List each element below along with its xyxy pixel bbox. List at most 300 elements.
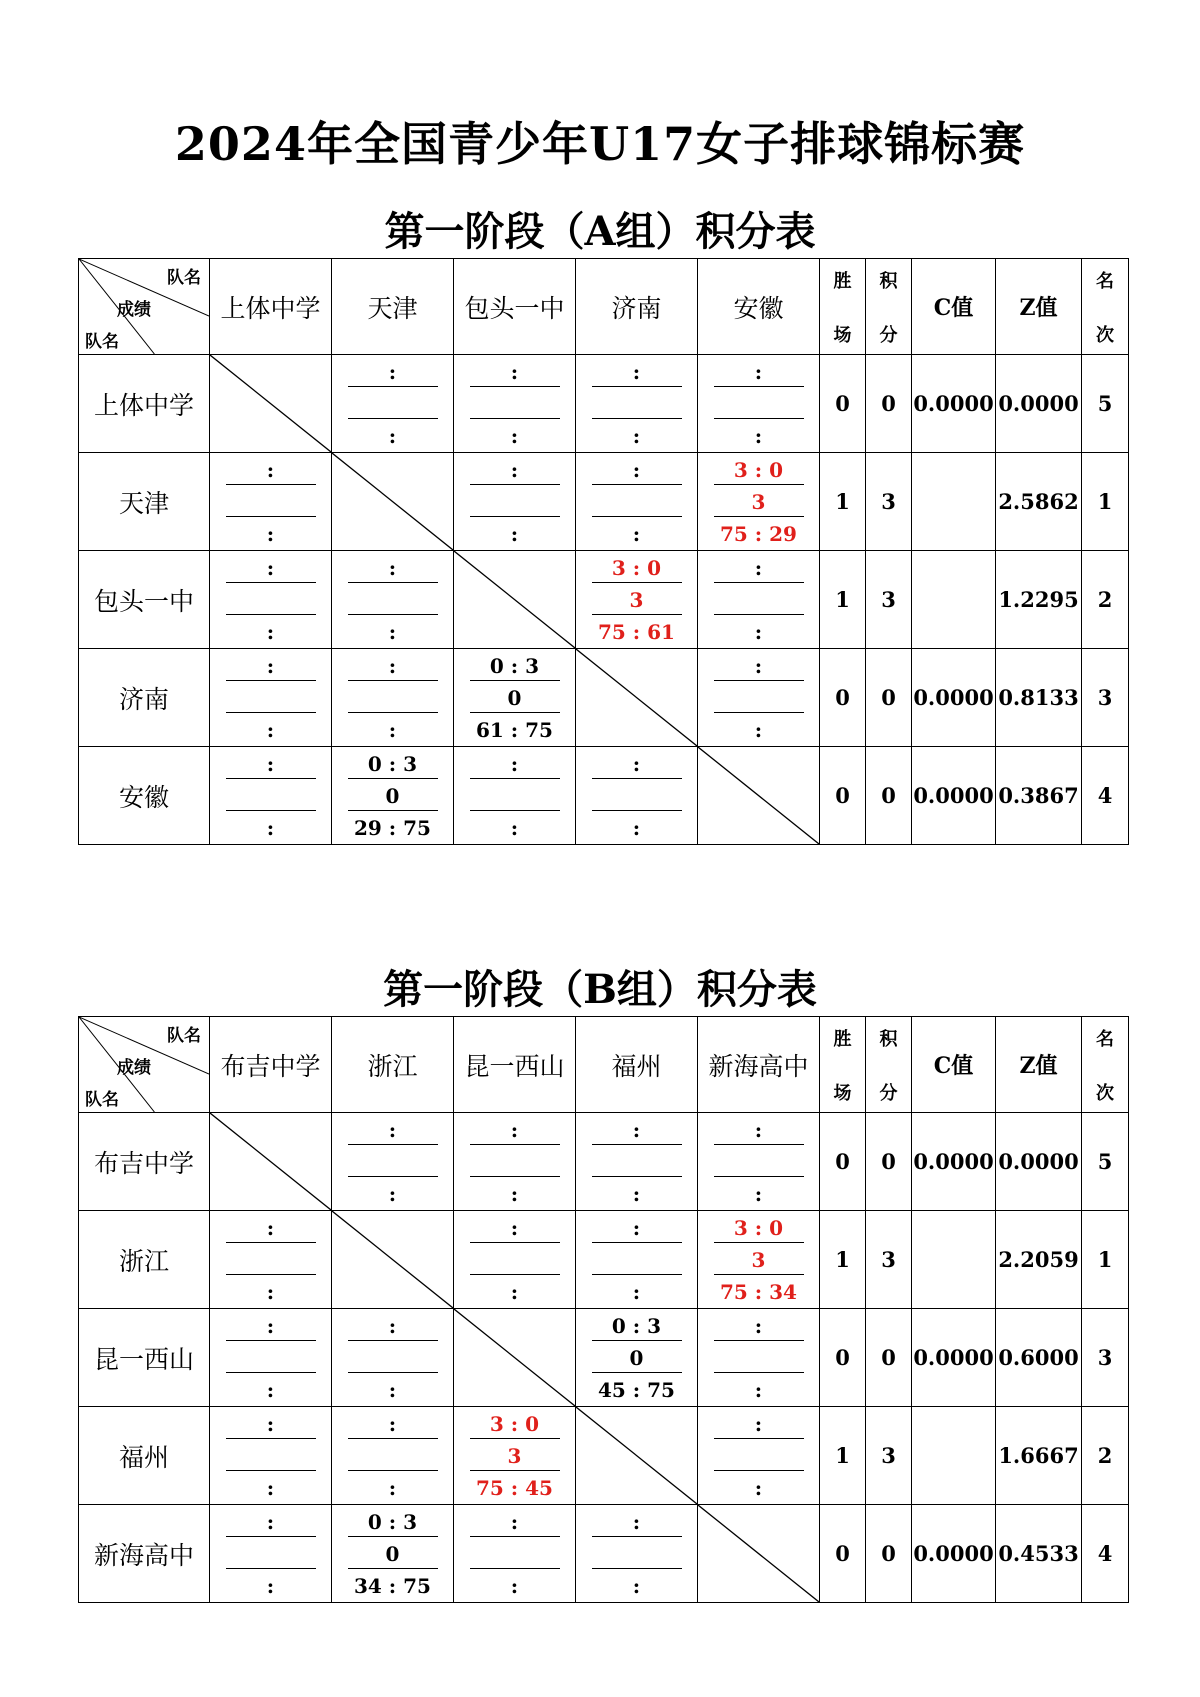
match-points: 3 — [592, 586, 682, 615]
row-header-team: 布吉中学 — [79, 1113, 210, 1211]
ball-score: : — [266, 1279, 275, 1304]
group-a-standings — [78, 258, 1128, 844]
ball-score: : — [754, 1377, 763, 1402]
match-points: 0 — [348, 782, 438, 811]
diagonal-line — [698, 747, 819, 844]
match-points — [714, 390, 804, 419]
ball-score: : — [388, 423, 397, 448]
c-value — [912, 453, 996, 551]
match-cell — [210, 1407, 332, 1505]
ball-score: : — [632, 1181, 641, 1206]
points-value: 0 — [866, 747, 912, 845]
self-match-cell — [210, 1113, 332, 1211]
set-score: : — [470, 1116, 560, 1145]
wins-value: 1 — [820, 453, 866, 551]
points-header-label — [866, 267, 911, 347]
match-result — [454, 652, 575, 744]
match-cell — [210, 649, 332, 747]
set-score: 3 : 0 — [470, 1410, 560, 1439]
match-cell — [454, 1113, 576, 1211]
match-cell — [576, 355, 698, 453]
match-points — [470, 488, 560, 517]
row-header-team: 上体中学 — [79, 355, 210, 453]
match-result — [210, 750, 331, 842]
match-cell — [454, 1211, 576, 1309]
points-value: 3 — [866, 453, 912, 551]
self-match-cell — [698, 747, 820, 845]
points-header-char: 分 — [879, 1082, 898, 1104]
rank-value: 4 — [1082, 1505, 1129, 1603]
wins-value: 1 — [820, 551, 866, 649]
ball-score: : — [510, 1573, 519, 1598]
match-result — [698, 358, 819, 450]
c-value-header: C值 — [912, 259, 996, 355]
match-cell — [576, 551, 698, 649]
rank-value: 3 — [1082, 649, 1129, 747]
rank-header-char: 名 — [1096, 270, 1114, 292]
wins-value: 1 — [820, 1211, 866, 1309]
points-header-char: 分 — [879, 324, 898, 346]
match-cell — [698, 649, 820, 747]
row-header-team: 天津 — [79, 453, 210, 551]
match-points — [348, 684, 438, 713]
points-header-label — [866, 1025, 911, 1105]
match-points — [226, 684, 316, 713]
match-cell — [576, 1309, 698, 1407]
points-value: 0 — [866, 1505, 912, 1603]
set-score: : — [226, 456, 316, 485]
row-header-team: 包头一中 — [79, 551, 210, 649]
match-points — [714, 586, 804, 615]
rank-header-label — [1082, 267, 1128, 347]
set-score: : — [470, 456, 560, 485]
match-points — [592, 1148, 682, 1177]
ball-score: 45 : 75 — [598, 1377, 675, 1402]
ball-score: : — [388, 619, 397, 644]
match-points: 0 — [592, 1344, 682, 1373]
column-header-team: 昆一西山 — [454, 1017, 576, 1113]
set-score: : — [226, 554, 316, 583]
match-cell — [454, 1407, 576, 1505]
rank-header-char: 次 — [1096, 324, 1114, 346]
diagonal-line — [332, 1211, 453, 1308]
standings-table — [78, 1016, 1129, 1603]
match-result — [698, 1116, 819, 1208]
rank-value: 3 — [1082, 1309, 1129, 1407]
ball-score: : — [388, 1377, 397, 1402]
ball-score: : — [754, 717, 763, 742]
ball-score: 34 : 75 — [354, 1573, 431, 1598]
corner-label-score: 成绩 — [117, 1058, 151, 1078]
diagonal-line — [698, 1505, 819, 1602]
page-title: 2024年全国青少年U17女子排球锦标赛 — [174, 117, 1026, 171]
set-score: 0 : 3 — [592, 1312, 682, 1341]
set-score: : — [226, 1214, 316, 1243]
z-value: 1.6667 — [996, 1407, 1082, 1505]
match-cell — [332, 747, 454, 845]
ball-score: 75 : 61 — [598, 619, 675, 644]
ball-score: : — [388, 717, 397, 742]
match-cell — [210, 1211, 332, 1309]
wins-header-char: 胜 — [833, 1028, 852, 1050]
ball-score: : — [632, 1573, 641, 1598]
ball-score: : — [388, 1475, 397, 1500]
c-value: 0.0000 — [912, 1309, 996, 1407]
set-score: : — [470, 1214, 560, 1243]
c-value: 0.0000 — [912, 747, 996, 845]
wins-value: 1 — [820, 1407, 866, 1505]
match-result — [576, 554, 697, 646]
match-result — [332, 1312, 453, 1404]
table-row — [79, 1407, 1129, 1505]
match-result — [698, 652, 819, 744]
set-score: : — [348, 1312, 438, 1341]
match-result — [332, 750, 453, 842]
ball-score: : — [266, 521, 275, 546]
set-score: : — [348, 1410, 438, 1439]
set-score: 0 : 3 — [348, 1508, 438, 1537]
ball-score: : — [754, 1475, 763, 1500]
rank-header — [1082, 259, 1129, 355]
set-score: : — [226, 1312, 316, 1341]
column-header-team: 安徽 — [698, 259, 820, 355]
wins-value: 0 — [820, 1505, 866, 1603]
corner-label-team-row: 队名 — [85, 332, 119, 352]
match-points: 0 — [470, 684, 560, 713]
rank-header-label — [1082, 1025, 1128, 1105]
self-match-cell — [576, 1407, 698, 1505]
row-header-team: 昆一西山 — [79, 1309, 210, 1407]
set-score: : — [714, 1312, 804, 1341]
match-cell — [210, 1309, 332, 1407]
set-score: 3 : 0 — [714, 456, 804, 485]
points-value: 0 — [866, 355, 912, 453]
z-value: 0.8133 — [996, 649, 1082, 747]
match-result — [210, 1410, 331, 1502]
points-value: 0 — [866, 1309, 912, 1407]
column-header-team: 济南 — [576, 259, 698, 355]
match-points — [348, 1442, 438, 1471]
match-result — [210, 652, 331, 744]
diagonal-line — [210, 355, 331, 452]
set-score: : — [714, 554, 804, 583]
match-result — [332, 358, 453, 450]
match-result — [210, 1214, 331, 1306]
ball-score: : — [510, 1279, 519, 1304]
column-header-team: 上体中学 — [210, 259, 332, 355]
match-result — [454, 1116, 575, 1208]
c-value — [912, 551, 996, 649]
match-points — [470, 782, 560, 811]
ball-score: 75 : 45 — [476, 1475, 553, 1500]
ball-score: : — [388, 1181, 397, 1206]
wins-header-label — [820, 267, 865, 347]
z-value: 0.0000 — [996, 1113, 1082, 1211]
match-points — [226, 488, 316, 517]
match-points — [714, 1442, 804, 1471]
header-row — [79, 259, 1129, 355]
header-row — [79, 1017, 1129, 1113]
table-row — [79, 1309, 1129, 1407]
match-cell — [332, 1113, 454, 1211]
set-score: : — [226, 652, 316, 681]
wins-value: 0 — [820, 649, 866, 747]
set-score: 3 : 0 — [592, 554, 682, 583]
match-points — [226, 1344, 316, 1373]
ball-score: : — [510, 815, 519, 840]
ball-score: : — [266, 1475, 275, 1500]
column-header-team: 福州 — [576, 1017, 698, 1113]
match-result — [698, 1312, 819, 1404]
z-value: 2.2059 — [996, 1211, 1082, 1309]
ball-score: 75 : 29 — [720, 521, 797, 546]
table-row — [79, 1113, 1129, 1211]
wins-header — [820, 259, 866, 355]
set-score: : — [592, 456, 682, 485]
set-score: : — [348, 358, 438, 387]
match-points: 3 — [470, 1442, 560, 1471]
corner-label-team-row: 队名 — [85, 1090, 119, 1110]
points-header — [866, 259, 912, 355]
match-points — [226, 1540, 316, 1569]
match-result — [698, 1410, 819, 1502]
match-points — [348, 1148, 438, 1177]
match-cell — [698, 453, 820, 551]
z-value: 0.6000 — [996, 1309, 1082, 1407]
match-cell — [698, 1407, 820, 1505]
match-result — [454, 1214, 575, 1306]
wins-header-char: 胜 — [833, 270, 852, 292]
set-score: 3 : 0 — [714, 1214, 804, 1243]
match-cell — [454, 453, 576, 551]
wins-value: 0 — [820, 747, 866, 845]
row-header-team: 福州 — [79, 1407, 210, 1505]
points-value: 3 — [866, 551, 912, 649]
match-cell — [698, 1211, 820, 1309]
self-match-cell — [698, 1505, 820, 1603]
rank-value: 1 — [1082, 453, 1129, 551]
points-header-char: 积 — [879, 270, 898, 292]
match-result — [332, 652, 453, 744]
wins-value: 0 — [820, 1113, 866, 1211]
match-points: 0 — [348, 1540, 438, 1569]
match-points — [226, 782, 316, 811]
wins-header-char: 场 — [833, 1082, 852, 1104]
match-cell — [698, 1309, 820, 1407]
set-score: : — [714, 358, 804, 387]
standings-table — [78, 258, 1129, 845]
match-points — [592, 390, 682, 419]
group-b-standings — [78, 1016, 1128, 1602]
corner-header — [79, 1017, 210, 1113]
match-points — [348, 1344, 438, 1373]
match-cell — [332, 1309, 454, 1407]
match-points — [348, 586, 438, 615]
c-value — [912, 1407, 996, 1505]
match-result — [332, 1508, 453, 1600]
match-cell — [576, 1505, 698, 1603]
points-value: 0 — [866, 649, 912, 747]
ball-score: 29 : 75 — [354, 815, 431, 840]
ball-score: : — [754, 619, 763, 644]
ball-score: : — [266, 717, 275, 742]
self-match-cell — [332, 453, 454, 551]
points-value: 3 — [866, 1211, 912, 1309]
column-header-team: 包头一中 — [454, 259, 576, 355]
match-result — [210, 456, 331, 548]
self-match-cell — [576, 649, 698, 747]
match-cell — [332, 649, 454, 747]
match-points — [714, 1148, 804, 1177]
diagonal-line — [576, 649, 697, 746]
set-score: : — [470, 750, 560, 779]
diagonal-line — [576, 1407, 697, 1504]
wins-value: 0 — [820, 1309, 866, 1407]
rank-value: 1 — [1082, 1211, 1129, 1309]
z-value: 0.3867 — [996, 747, 1082, 845]
set-score: : — [470, 358, 560, 387]
match-cell — [210, 1505, 332, 1603]
set-score: 0 : 3 — [348, 750, 438, 779]
match-result — [698, 554, 819, 646]
match-cell — [576, 747, 698, 845]
match-cell — [332, 1407, 454, 1505]
match-result — [210, 1312, 331, 1404]
row-header-team: 新海高中 — [79, 1505, 210, 1603]
match-points — [470, 1246, 560, 1275]
corner-label-team: 队名 — [167, 1026, 201, 1046]
match-cell — [210, 747, 332, 845]
set-score: : — [592, 1116, 682, 1145]
c-value: 0.0000 — [912, 355, 996, 453]
ball-score: : — [632, 521, 641, 546]
points-value: 3 — [866, 1407, 912, 1505]
ball-score: : — [754, 423, 763, 448]
row-header-team: 济南 — [79, 649, 210, 747]
ball-score: : — [266, 1377, 275, 1402]
match-result — [210, 1508, 331, 1600]
row-header-team: 安徽 — [79, 747, 210, 845]
z-value-header: Z值 — [996, 1017, 1082, 1113]
set-score: : — [226, 1508, 316, 1537]
diagonal-line — [454, 551, 575, 648]
match-result — [576, 456, 697, 548]
column-header-team: 新海高中 — [698, 1017, 820, 1113]
set-score: : — [348, 554, 438, 583]
match-result — [454, 1508, 575, 1600]
z-value: 0.0000 — [996, 355, 1082, 453]
row-header-team: 浙江 — [79, 1211, 210, 1309]
set-score: : — [592, 1214, 682, 1243]
match-points — [470, 1540, 560, 1569]
column-header-team: 浙江 — [332, 1017, 454, 1113]
set-score: : — [592, 358, 682, 387]
wins-header-label — [820, 1025, 865, 1105]
match-cell — [698, 551, 820, 649]
set-score: : — [714, 1410, 804, 1439]
match-points — [470, 1148, 560, 1177]
z-value: 2.5862 — [996, 453, 1082, 551]
table-row — [79, 747, 1129, 845]
wins-header-char: 场 — [833, 324, 852, 346]
table-row — [79, 453, 1129, 551]
z-value: 0.4533 — [996, 1505, 1082, 1603]
match-cell — [454, 355, 576, 453]
set-score: : — [348, 1116, 438, 1145]
ball-score: : — [510, 423, 519, 448]
c-value — [912, 1211, 996, 1309]
set-score: : — [470, 1508, 560, 1537]
table-row — [79, 551, 1129, 649]
set-score: : — [592, 750, 682, 779]
match-result — [576, 358, 697, 450]
match-result — [576, 1312, 697, 1404]
z-value-header: Z值 — [996, 259, 1082, 355]
ball-score: : — [266, 1573, 275, 1598]
match-result — [576, 750, 697, 842]
rank-header — [1082, 1017, 1129, 1113]
table-row — [79, 355, 1129, 453]
rank-value: 2 — [1082, 1407, 1129, 1505]
rank-value: 2 — [1082, 551, 1129, 649]
ball-score: : — [266, 815, 275, 840]
c-value: 0.0000 — [912, 649, 996, 747]
table-row — [79, 1505, 1129, 1603]
rank-value: 5 — [1082, 355, 1129, 453]
set-score: 0 : 3 — [470, 652, 560, 681]
diagonal-line — [332, 453, 453, 550]
set-score: : — [226, 1410, 316, 1439]
match-cell — [698, 355, 820, 453]
set-score: : — [592, 1508, 682, 1537]
ball-score: : — [754, 1181, 763, 1206]
column-header-team: 布吉中学 — [210, 1017, 332, 1113]
self-match-cell — [454, 551, 576, 649]
match-result — [576, 1214, 697, 1306]
match-cell — [332, 551, 454, 649]
z-value: 1.2295 — [996, 551, 1082, 649]
self-match-cell — [210, 355, 332, 453]
set-score: : — [226, 750, 316, 779]
match-result — [576, 1508, 697, 1600]
corner-label-score: 成绩 — [117, 300, 151, 320]
match-result — [454, 1410, 575, 1502]
match-cell — [332, 1505, 454, 1603]
match-result — [698, 456, 819, 548]
match-cell — [454, 747, 576, 845]
group-b-title: 第一阶段（B组）积分表 — [383, 966, 817, 1013]
match-result — [332, 1410, 453, 1502]
self-match-cell — [332, 1211, 454, 1309]
match-cell — [698, 1113, 820, 1211]
match-result — [332, 554, 453, 646]
match-result — [332, 1116, 453, 1208]
set-score: : — [714, 1116, 804, 1145]
rank-header-char: 名 — [1096, 1028, 1114, 1050]
ball-score: : — [266, 619, 275, 644]
c-value-header: C值 — [912, 1017, 996, 1113]
match-cell — [576, 1211, 698, 1309]
match-result — [454, 750, 575, 842]
match-points — [592, 1540, 682, 1569]
ball-score: : — [510, 1181, 519, 1206]
match-cell — [210, 551, 332, 649]
ball-score: : — [510, 521, 519, 546]
match-points: 3 — [714, 488, 804, 517]
points-value: 0 — [866, 1113, 912, 1211]
corner-label-team: 队名 — [167, 268, 201, 288]
match-points — [348, 390, 438, 419]
